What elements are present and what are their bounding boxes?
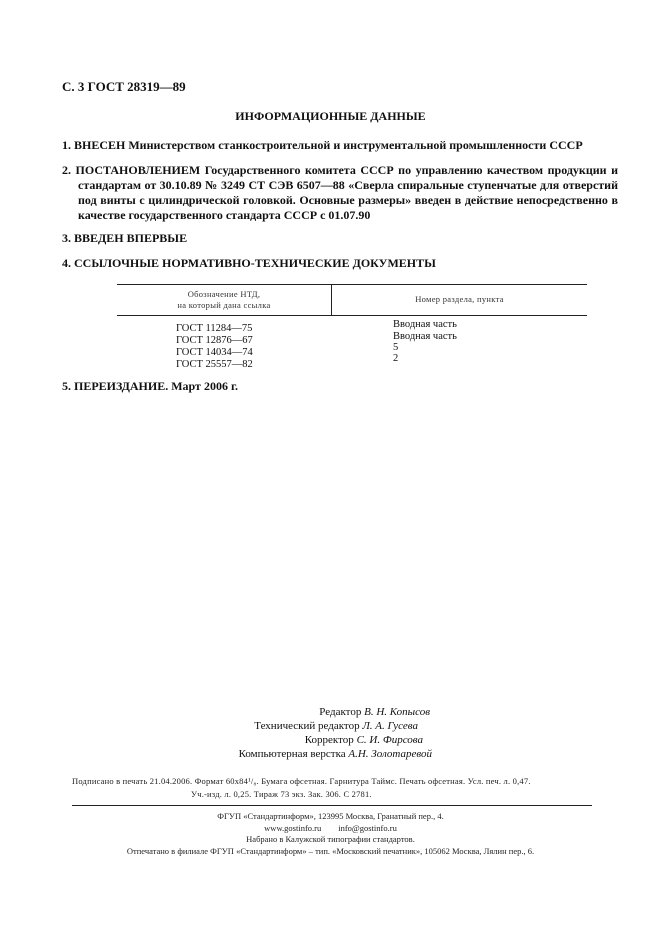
section-title: ИНФОРМАЦИОННЫЕ ДАННЫЕ [235,109,426,123]
imprint-line2: Уч.-изд. л. 0,25. Тираж 73 экз. Зак. 306. С 2781. [191,789,372,799]
credit-tech-editor: Технический редактор Л. А. Гусева [254,720,418,732]
item-5-lead: 5. ПЕРЕИЗДАНИЕ. Март 2006 г. [62,379,239,393]
item-4 [62,256,602,271]
credit-proofreader: Корректор С. И. Фирсова [304,734,423,746]
credit-editor: Редактор В. Н. Копысов [319,706,430,718]
table-row: Вводная часть [393,331,457,342]
item-1-lead: 1. ВНЕСЕН [62,138,126,152]
item-1 [62,138,602,153]
publisher-line1: ФГУП «Стандартинформ», 123995 Москва, Гранатный пер., 4. [217,811,444,821]
item-2-lead: 2. ПОСТАНОВЛЕНИЕМ [62,163,201,177]
table-row: ГОСТ 11284—75 [176,323,253,334]
page-header: С. 3 ГОСТ 28319—89 [62,79,186,94]
col1-header-line2: на который дана ссылка [177,300,271,310]
col2-header: Номер раздела, пункта [415,294,504,304]
item-1-text: Министерством станкостроительной и инструментальной промышленности СССР [128,138,583,152]
imprint-divider [72,805,592,806]
imprint-line1: Подписано в печать 21.04.2006. Формат 60x84¹/₈. Бумага офсетная. Гарнитура Таймс. Печать офсетная. Усл. печ. л. 0,47. [72,776,531,786]
table-header-rule [117,315,587,316]
table-row: ГОСТ 25557—82 [176,359,253,370]
publisher-line4: Отпечатано в филиале ФГУП «Стандартинформ» – тип. «Московский печатник», 105062 Москва, Лялин пер., 6. [126,846,535,856]
item-5 [62,379,602,394]
table-top-rule [117,284,587,285]
col1-header-line1: Обозначение НТД, [187,289,261,299]
table-row: 2 [393,353,399,364]
table-row: 5 [393,342,399,353]
table-row: Вводная часть [393,319,457,330]
item-4-lead: 4. ССЫЛОЧНЫЕ НОРМАТИВНО-ТЕХНИЧЕСКИЕ ДОКУМЕНТЫ [62,256,436,270]
item-2 [62,163,618,223]
table-row: ГОСТ 12876—67 [176,335,253,346]
col1-header [117,289,331,311]
credit-layout: Компьютерная верстка А.Н. Золотаревой [238,748,432,760]
item-3 [62,231,602,246]
item-2-text: Государственного комитета СССР по управлению качеством продукции и стандартам от 30.10.89 № 3249 СТ СЭВ 6507—88 «Сверла спиральные ступенчатые для отверстий под винты с цилиндрической головкой. Основные размеры» введен в действие непосредственно в качестве государственного стандарта СССР с 01.07.90 [78,163,618,222]
table-row: ГОСТ 14034—74 [176,347,253,358]
item-3-lead: 3. ВВЕДЕН ВПЕРВЫЕ [62,231,188,245]
publisher-line2: www.gostinfo.ru info@gostinfo.ru [264,823,397,833]
publisher-line3: Набрано в Калужской типографии стандартов. [246,834,415,844]
